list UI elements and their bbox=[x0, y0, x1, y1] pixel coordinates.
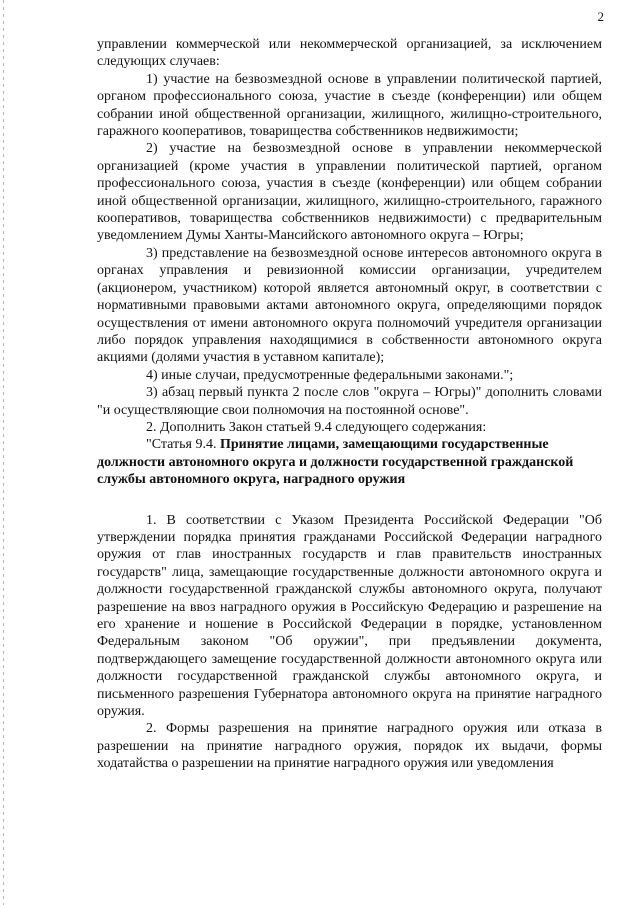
amendment-item-2: 2. Дополнить Закон статьей 9.4 следующего содержания: bbox=[146, 419, 487, 435]
list-item-2: 2) участие на безвозмездной основе в управлении некоммерческой организацией (кроме участия в управлении политической партией, органом профессионального союза, участия в съезде (конференции) или общем собрании иной общественной организации, жилищного, жилищно-строительного, гаражного кооперативов, товарищества собственников недвижимости) с предварительным уведомлением Думы Ханты-Мансийского автономного округа – Югры; bbox=[97, 141, 602, 244]
article-title-line1: Принятие лицами, замещающими государственные bbox=[219, 437, 549, 453]
article-paragraph-2: 2. Формы разрешения на принятие наградного оружия или отказа в разрешении на принятие наградного оружия, порядок их выдачи, формы ходатайства о разрешении на принятие наградного оружия или уведомления bbox=[97, 721, 602, 772]
list-item-1: 1) участие на безвозмездной основе в управлении политической партией, органом профессионального союза, участие в съезде (конференции) или общем собрании иной общественной организации, жилищного, жилищно-строительного, гаражного кооперативов, товарищества собственников недвижимости; bbox=[97, 71, 602, 140]
page-number: 2 bbox=[597, 9, 604, 24]
article-heading bbox=[97, 436, 602, 453]
article-title-continuation: должности автономного округа и должности государственной гражданской службы автономного округа, наградного оружия bbox=[97, 454, 574, 488]
article-label: "Статья 9.4. bbox=[146, 437, 217, 453]
amendment-item-3: 3) абзац первый пункта 2 после слов "округа – Югры)" дополнить словами "и осуществляющие свои полномочия на постоянной основе". bbox=[97, 385, 602, 418]
document-body bbox=[97, 36, 602, 773]
list-item-3: 3) представление на безвозмездной основе интересов автономного округа в органах управления и ревизионной комиссии организации, учредителем (акционером, участником) которой является автономный округ, в соответствии с нормативными правовыми актами автономного округа, определяющими порядок осуществления от имени автономного округа полномочий учредителя организации либо порядок управления находящимися в собственности автономного округа акциями (долями участия в уставном капитале); bbox=[97, 245, 602, 366]
list-item-4: 4) иные случаи, предусмотренные федеральными законами."; bbox=[146, 367, 514, 383]
paragraph-continuation: управлении коммерческой или некоммерческой организацией, за исключением следующих случаев: bbox=[97, 37, 602, 70]
scan-edge bbox=[3, 0, 4, 905]
spacer bbox=[97, 489, 602, 512]
article-paragraph-1: 1. В соответствии с Указом Президента Российской Федерации "Об утверждении порядка принятия гражданами Российской Федерации наградного оружия от глав иностранных государств и глав правительств иностранных государств" лица, замещающие государственные должности автономного округа и должности государственной гражданской службы автономного округа, получают разрешение на ввоз наградного оружия в Российскую Федерацию и разрешение на его хранение и ношение в Российской Федерации в порядке, установленном Федеральным законом "Об оружии", при предъявлении документа, подтверждающего замещение государственной должности автономного округа или должности государственной гражданской службы автономного округа, и письменного разрешения Губернатора автономного округа на принятие наградного оружия. bbox=[97, 512, 602, 720]
